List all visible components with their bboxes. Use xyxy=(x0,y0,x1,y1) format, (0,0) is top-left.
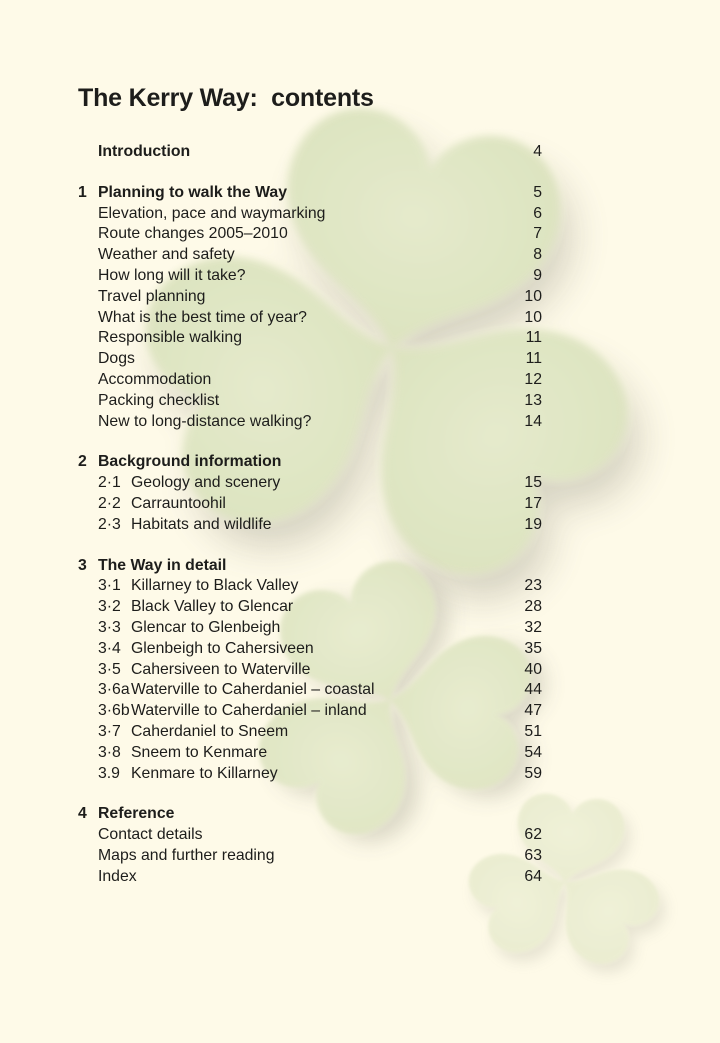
entry-page-number: 5 xyxy=(533,183,542,201)
toc-entry-row xyxy=(78,743,542,764)
subsection-number: 3·7 xyxy=(98,722,121,740)
toc-entry-row xyxy=(78,412,542,433)
entry-title: Travel planning xyxy=(98,287,206,305)
subsection-number: 3·3 xyxy=(98,618,121,636)
entry-title: Sneem to Kenmare xyxy=(131,743,268,761)
toc-entry-row xyxy=(78,846,542,867)
toc-entry-row xyxy=(78,576,542,597)
entry-title: Geology and scenery xyxy=(131,474,281,492)
toc-entry-row xyxy=(78,867,542,888)
entry-page-number: 15 xyxy=(524,474,542,492)
section-number: 2 xyxy=(78,453,87,471)
entry-title: Waterville to Caherdaniel – inland xyxy=(131,702,367,720)
toc-section-row xyxy=(78,804,542,825)
entry-title: Waterville to Caherdaniel – coastal xyxy=(131,681,375,699)
entry-title: Dogs xyxy=(98,350,135,368)
entry-page-number: 54 xyxy=(524,743,542,761)
toc-entry-row xyxy=(78,680,542,701)
entry-title: Glenbeigh to Cahersiveen xyxy=(131,639,314,657)
entry-title: Cahersiveen to Waterville xyxy=(131,660,311,678)
toc-entry-row xyxy=(78,515,542,536)
entry-page-number: 10 xyxy=(524,287,542,305)
entry-page-number: 9 xyxy=(533,266,542,284)
toc-entry-row xyxy=(78,639,542,660)
toc-entry-row xyxy=(78,142,542,163)
page-title: The Kerry Way: contents xyxy=(78,84,374,112)
section-number: 1 xyxy=(78,183,87,201)
subsection-number: 3·1 xyxy=(98,577,121,595)
entry-page-number: 6 xyxy=(533,204,542,222)
subsection-number: 3·6a xyxy=(98,681,130,699)
entry-title: Introduction xyxy=(98,143,191,160)
entry-page-number: 40 xyxy=(524,660,542,678)
entry-page-number: 4 xyxy=(533,143,542,160)
toc-entry-row xyxy=(78,764,542,785)
entry-page-number: 51 xyxy=(524,722,542,740)
subsection-number: 2·3 xyxy=(98,515,121,533)
entry-page-number: 44 xyxy=(524,681,542,699)
entry-title: Black Valley to Glencar xyxy=(131,598,294,616)
subsection-number: 3·2 xyxy=(98,598,121,616)
entry-title: Accommodation xyxy=(98,370,212,388)
entry-title: Weather and safety xyxy=(98,246,235,264)
entry-page-number: 28 xyxy=(524,598,542,616)
toc-entry-row xyxy=(78,266,542,287)
entry-page-number: 23 xyxy=(524,577,542,595)
entry-title: How long will it take? xyxy=(98,266,246,284)
entry-page-number: 11 xyxy=(525,350,542,368)
toc-entry-row xyxy=(78,825,542,846)
subsection-number: 3·8 xyxy=(98,743,121,761)
entry-title: Index xyxy=(98,867,137,885)
toc-entry-row xyxy=(78,370,542,391)
toc-entry-row xyxy=(78,204,542,225)
entry-page-number: 19 xyxy=(524,515,542,533)
toc-entry-row xyxy=(78,701,542,722)
toc-entry-row xyxy=(78,224,542,245)
entry-page-number: 13 xyxy=(524,391,542,409)
section-number: 3 xyxy=(78,556,87,574)
entry-page-number: 7 xyxy=(533,225,542,243)
subsection-number: 3·4 xyxy=(98,639,121,657)
entry-title: What is the best time of year? xyxy=(98,308,307,326)
toc-entry-row xyxy=(78,349,542,370)
subsection-number: 3·5 xyxy=(98,660,121,678)
entry-page-number: 17 xyxy=(524,494,542,512)
entry-title: Elevation, pace and waymarking xyxy=(98,204,326,222)
subsection-number: 3·6b xyxy=(98,702,130,720)
section-number: 4 xyxy=(78,805,87,823)
entry-page-number: 12 xyxy=(524,370,542,388)
entry-page-number: 64 xyxy=(524,867,542,885)
subsection-number: 2·1 xyxy=(98,474,121,492)
toc-entry-row xyxy=(78,287,542,308)
entry-title: Caherdaniel to Sneem xyxy=(131,722,289,740)
entry-page-number: 14 xyxy=(524,412,542,430)
entry-title: Route changes 2005–2010 xyxy=(98,225,288,243)
toc-entry-row xyxy=(78,473,542,494)
toc-list xyxy=(78,142,542,888)
entry-title: Responsible walking xyxy=(98,329,243,347)
toc-entry-row xyxy=(78,391,542,412)
entry-title: Carrauntoohil xyxy=(131,494,226,512)
toc-entry-row xyxy=(78,328,542,349)
entry-title: Background information xyxy=(98,453,282,471)
entry-title: Contact details xyxy=(98,826,203,844)
entry-page-number: 32 xyxy=(524,618,542,636)
entry-title: Kenmare to Killarney xyxy=(131,764,278,782)
subsection-number: 2·2 xyxy=(98,494,121,512)
toc-entry-row xyxy=(78,597,542,618)
toc-entry-row xyxy=(78,494,542,515)
entry-page-number: 10 xyxy=(524,308,542,326)
subsection-number: 3.9 xyxy=(98,764,120,782)
entry-page-number: 62 xyxy=(524,826,542,844)
entry-page-number: 59 xyxy=(524,764,542,782)
toc-section-row xyxy=(78,183,542,204)
toc-entry-row xyxy=(78,722,542,743)
entry-page-number: 8 xyxy=(533,246,542,264)
entry-title: Killarney to Black Valley xyxy=(131,577,299,595)
entry-title: Habitats and wildlife xyxy=(131,515,272,533)
entry-page-number: 63 xyxy=(524,846,542,864)
entry-title: The Way in detail xyxy=(98,556,227,574)
entry-title: Glencar to Glenbeigh xyxy=(131,618,281,636)
toc-entry-row xyxy=(78,245,542,266)
toc-entry-row xyxy=(78,618,542,639)
toc-entry-row xyxy=(78,660,542,681)
entry-page-number: 47 xyxy=(524,702,542,720)
toc-entry-row xyxy=(78,308,542,329)
entry-title: New to long-distance walking? xyxy=(98,412,312,430)
entry-title: Maps and further reading xyxy=(98,846,275,864)
entry-page-number: 11 xyxy=(525,329,542,347)
entry-title: Planning to walk the Way xyxy=(98,183,287,201)
toc-section-row xyxy=(78,556,542,577)
entry-title: Packing checklist xyxy=(98,391,220,409)
entry-title: Reference xyxy=(98,805,175,823)
toc-section-row xyxy=(78,452,542,473)
entry-page-number: 35 xyxy=(524,639,542,657)
